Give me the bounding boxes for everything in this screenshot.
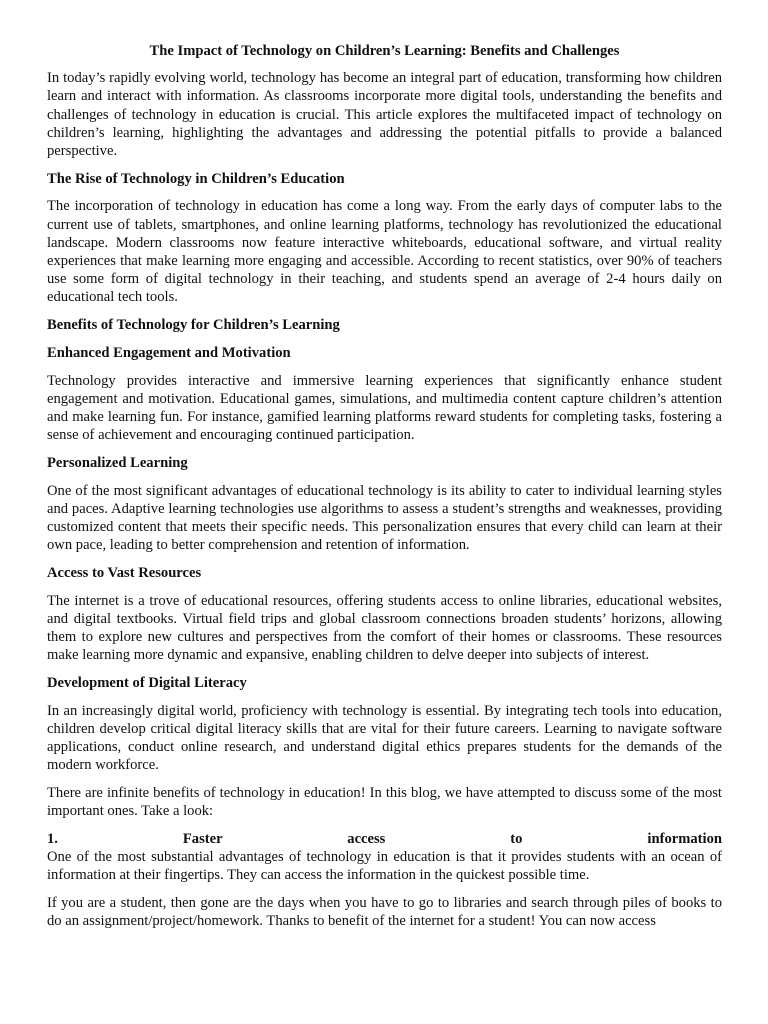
section-heading-benefits: Benefits of Technology for Children’s Learning [47, 317, 340, 334]
section-heading-rise: The Rise of Technology in Children’s Education [47, 170, 345, 187]
document-content [47, 42, 722, 940]
list-item-body-faster-access: One of the most substantial advantages of technology in education is that it provides students with an ocean of information at their fingertips. They can access the information in the quickest possible time. [47, 849, 722, 884]
section-body-digital-literacy: In an increasingly digital world, proficiency with technology is essential. By integrating tech tools into education, children develop critical digital literacy skills that are vital for their future careers. Learning to navigate software applications, conduct online research, and understand digital ethics prepares students for the demands of the modern workforce. [47, 702, 722, 774]
section-heading-personalized: Personalized Learning [47, 454, 188, 471]
document-title: The Impact of Technology on Children’s Learning: Benefits and Challenges [149, 43, 620, 59]
list-item-heading-faster-access: 1. Faster access to information [47, 830, 722, 847]
section-heading-digital-literacy: Development of Digital Literacy [47, 674, 247, 691]
student-paragraph: If you are a student, then gone are the days when you have to go to libraries and search through piles of books to do an assignment/project/homework. Thanks to benefit of the internet for a student! You can now access [47, 894, 722, 930]
section-body-rise: The incorporation of technology in education has come a long way. From the early days of computer labs to the current use of tablets, smartphones, and online learning platforms, technology has revolutionized the educational landscape. Modern classrooms now feature interactive whiteboards, educational software, and virtual reality experiences that make learning more engaging and accessible. According to recent statistics, over 90% of teachers use some form of digital technology in their teaching, and students spend an average of 2-4 hours daily on educational tech tools. [47, 198, 722, 306]
section-heading-resources: Access to Vast Resources [47, 564, 202, 581]
section-body-engagement: Technology provides interactive and immersive learning experiences that significantly enhance student engagement and motivation. Educational games, simulations, and multimedia content capture children’s attention and make learning fun. For instance, gamified learning platforms reward students for completing tasks, fostering a sense of achievement and encouraging continued participation. [47, 372, 722, 444]
section-body-resources: The internet is a trove of educational resources, offering students access to online libraries, educational websites, and digital textbooks. Virtual field trips and global classroom connections broaden students’ horizons, allowing them to explore new cultures and perspectives from the comfort of their homes or classrooms. These resources make learning more dynamic and expansive, enabling children to delve deeper into subjects of interest. [47, 592, 722, 664]
section-heading-engagement: Enhanced Engagement and Motivation [47, 344, 291, 361]
section-body-personalized: One of the most significant advantages of educational technology is its ability to cater to individual learning styles and paces. Adaptive learning technologies use algorithms to assess a student’s strengths and weaknesses, providing customized content that meets their specific needs. This personalization ensures that every child can learn at their own pace, leading to better comprehension and retention of information. [47, 482, 722, 554]
blog-intro-paragraph: There are infinite benefits of technology in education! In this blog, we have attempted to discuss some of the most important ones. Take a look: [47, 784, 722, 820]
intro-paragraph: In today’s rapidly evolving world, technology has become an integral part of education, transforming how children learn and interact with information. As classrooms incorporate more digital tools, understanding the benefits and challenges of technology in education is crucial. This article explores the multifaceted impact of technology on children’s learning, highlighting the advantages and addressing the potential pitfalls to provide a balanced perspective. [47, 70, 722, 160]
